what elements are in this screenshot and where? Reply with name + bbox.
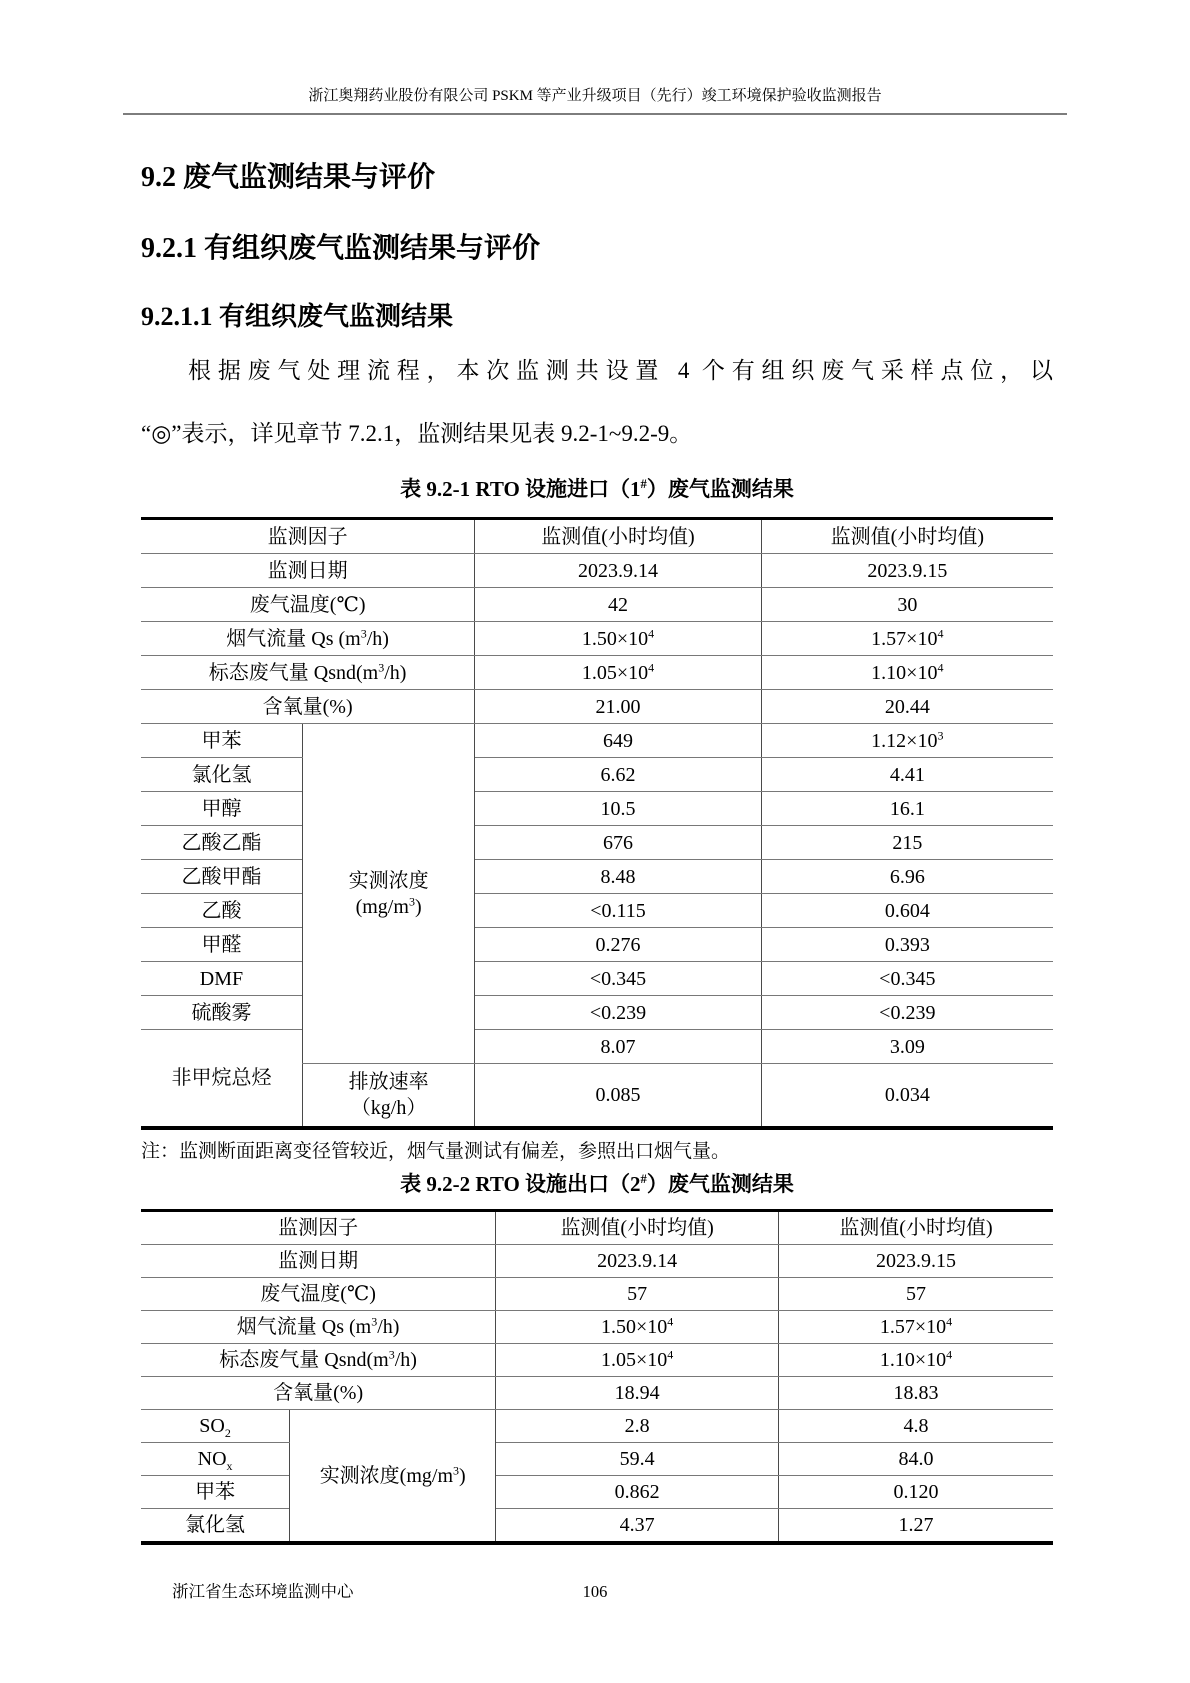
table-9-2-2 <box>141 1209 1053 1545</box>
value-cell: 6.62 <box>475 758 761 792</box>
value-cell: 676 <box>475 826 761 860</box>
table-row <box>141 1245 1053 1278</box>
paragraph-line-1: 根据废气处理流程，本次监测共设置 4 个有组织废气采样点位，以 <box>188 358 1053 383</box>
value-cell: 4.41 <box>761 758 1053 792</box>
factor-cell: 含氧量(%) <box>141 690 475 724</box>
heading-9-2: 9.2 废气监测结果与评价 <box>141 162 436 193</box>
value-cell: $1.12\times 10^3$ <box>761 724 1053 758</box>
pollutant-cell: 非甲烷总烃 <box>141 1030 302 1129</box>
value-cell: 0.276 <box>475 928 761 962</box>
value-cell: 4.37 <box>496 1509 779 1544</box>
table-row <box>141 622 1053 656</box>
value-cell: 2023.9.15 <box>778 1245 1053 1278</box>
pollutant-cell: 硫酸雾 <box>141 996 302 1030</box>
table-row <box>141 1443 1053 1476</box>
page-number: 106 <box>582 1582 608 1601</box>
paragraph-line-2: “◎”表示，详见章节 7.2.1，监测结果见表 9.2-1~9.2-9。 <box>141 421 693 446</box>
value-cell: <0.239 <box>475 996 761 1030</box>
table1-title: 表 9.2-1 RTO 设施进口（1#）废气监测结果 <box>400 477 794 501</box>
rate-label-cell: 排放速率 （kg/h） <box>302 1064 474 1129</box>
factor-cell: 废气温度(℃) <box>141 588 475 622</box>
table-row <box>141 962 1053 996</box>
value-cell: 0.120 <box>778 1476 1053 1509</box>
value-cell: 2023.9.14 <box>496 1245 779 1278</box>
value-cell: $1.05\times 10^4$ <box>475 656 761 690</box>
value-cell: 4.8 <box>778 1410 1053 1443</box>
factor-cell: 烟气流量 Qs $(m^3/h)$ <box>141 1311 496 1344</box>
value-cell: 2023.9.14 <box>475 554 761 588</box>
pollutant-cell: 甲苯 <box>141 724 302 758</box>
table2-title: 表 9.2-2 RTO 设施出口（2#）废气监测结果 <box>400 1172 794 1196</box>
factor-cell: 监测日期 <box>141 1245 496 1278</box>
page-footer <box>0 1582 1190 1602</box>
table-row <box>141 588 1053 622</box>
table-row <box>141 792 1053 826</box>
value-cell: 0.034 <box>761 1064 1053 1129</box>
body-paragraph <box>141 339 1053 465</box>
table-row <box>141 1344 1053 1377</box>
table-row <box>141 1476 1053 1509</box>
value-cell: 0.393 <box>761 928 1053 962</box>
table-row <box>141 554 1053 588</box>
value-cell: 57 <box>496 1278 779 1311</box>
value-cell: 10.5 <box>475 792 761 826</box>
value-cell: 18.83 <box>778 1377 1053 1410</box>
value-cell: 0.604 <box>761 894 1053 928</box>
value-cell: <0.345 <box>761 962 1053 996</box>
conc-label-cell: 实测浓度 $(mg/m^3)$ <box>302 724 474 1064</box>
table-row <box>141 860 1053 894</box>
value-cell: 30 <box>761 588 1053 622</box>
value-cell: <0.239 <box>761 996 1053 1030</box>
footer-organization: 浙江省生态环境监测中心 <box>172 1582 354 1601</box>
value-cell: 1.27 <box>778 1509 1053 1544</box>
value-cell: 6.96 <box>761 860 1053 894</box>
pollutant-cell: 甲醇 <box>141 792 302 826</box>
header-rule <box>123 113 1067 115</box>
pollutant-cell: 氯化氢 <box>141 1509 290 1544</box>
table-row <box>141 894 1053 928</box>
header-cell: 监测值(小时均值) <box>778 1211 1053 1245</box>
table-row <box>141 519 1053 554</box>
pollutant-cell: 乙酸乙酯 <box>141 826 302 860</box>
value-cell: 42 <box>475 588 761 622</box>
value-cell: $1.05\times 10^4$ <box>496 1344 779 1377</box>
table-row <box>141 1377 1053 1410</box>
heading-9-2-1-1: 9.2.1.1 有组织废气监测结果 <box>141 302 454 331</box>
table-row <box>141 826 1053 860</box>
factor-cell: 含氧量(%) <box>141 1377 496 1410</box>
table-row <box>141 996 1053 1030</box>
factor-cell: 监测日期 <box>141 554 475 588</box>
header-cell: 监测因子 <box>141 1211 496 1245</box>
table-row <box>141 656 1053 690</box>
value-cell: 0.862 <box>496 1476 779 1509</box>
pollutant-cell: 乙酸 <box>141 894 302 928</box>
table-9-2-1 <box>141 517 1053 1130</box>
value-cell: $1.57\times 10^4$ <box>778 1311 1053 1344</box>
value-cell: 2023.9.15 <box>761 554 1053 588</box>
conc-label-cell: 实测浓度$(mg/m^3)$ <box>290 1410 496 1544</box>
pollutant-cell: 甲苯 <box>141 1476 290 1509</box>
value-cell: $1.50\times 10^4$ <box>475 622 761 656</box>
value-cell: $1.10\times 10^4$ <box>761 656 1053 690</box>
pollutant-cell: $SO_2$ <box>141 1410 290 1443</box>
value-cell: $1.57\times 10^4$ <box>761 622 1053 656</box>
header-cell: 监测值(小时均值) <box>496 1211 779 1245</box>
pollutant-cell: $NO_x$ <box>141 1443 290 1476</box>
table-row <box>141 1211 1053 1245</box>
value-cell: 59.4 <box>496 1443 779 1476</box>
value-cell: 3.09 <box>761 1030 1053 1064</box>
value-cell: 215 <box>761 826 1053 860</box>
factor-cell: 标态废气量 $Qsnd(m^3/h)$ <box>141 1344 496 1377</box>
pollutant-cell: 乙酸甲酯 <box>141 860 302 894</box>
table1-note: 注：监测断面距离变径管较近，烟气量测试有偏差，参照出口烟气量。 <box>141 1141 731 1162</box>
pollutant-cell: DMF <box>141 962 302 996</box>
value-cell: 8.07 <box>475 1030 761 1064</box>
factor-cell: 烟气流量 Qs $(m^3/h)$ <box>141 622 475 656</box>
header-cell: 监测因子 <box>141 519 475 554</box>
page-header: 浙江奥翔药业股份有限公司 PSKM 等产业升级项目（先行）竣工环境保护验收监测报告 <box>308 88 882 104</box>
table-row <box>141 1030 1053 1064</box>
factor-cell: 废气温度(℃) <box>141 1278 496 1311</box>
value-cell: 21.00 <box>475 690 761 724</box>
header-cell: 监测值(小时均值) <box>761 519 1053 554</box>
value-cell: 20.44 <box>761 690 1053 724</box>
pollutant-cell: 甲醛 <box>141 928 302 962</box>
value-cell: 649 <box>475 724 761 758</box>
value-cell: 0.085 <box>475 1064 761 1129</box>
value-cell: <0.345 <box>475 962 761 996</box>
table-row <box>141 928 1053 962</box>
table-row <box>141 690 1053 724</box>
value-cell: 84.0 <box>778 1443 1053 1476</box>
value-cell: <0.115 <box>475 894 761 928</box>
header-cell: 监测值(小时均值) <box>475 519 761 554</box>
value-cell: 8.48 <box>475 860 761 894</box>
pollutant-cell: 氯化氢 <box>141 758 302 792</box>
table-row <box>141 1410 1053 1443</box>
value-cell: $1.10\times 10^4$ <box>778 1344 1053 1377</box>
heading-9-2-1: 9.2.1 有组织废气监测结果与评价 <box>141 233 541 264</box>
table-row <box>141 724 1053 758</box>
value-cell: 2.8 <box>496 1410 779 1443</box>
value-cell: $1.50\times 10^4$ <box>496 1311 779 1344</box>
value-cell: 16.1 <box>761 792 1053 826</box>
table-row <box>141 1509 1053 1544</box>
factor-cell: 标态废气量 $Qsnd(m^3/h)$ <box>141 656 475 690</box>
value-cell: 18.94 <box>496 1377 779 1410</box>
value-cell: 57 <box>778 1278 1053 1311</box>
table-row <box>141 1278 1053 1311</box>
table-row <box>141 758 1053 792</box>
table-row <box>141 1311 1053 1344</box>
